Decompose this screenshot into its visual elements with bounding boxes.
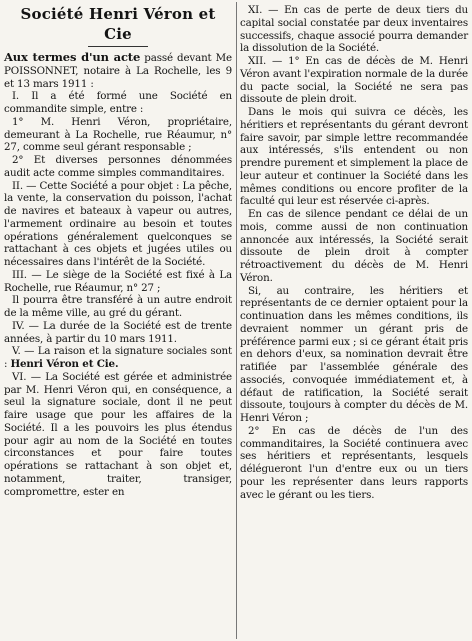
article-12-silence: En cas de silence pendant ce délai de un mois, comme aussi de non continuation annoncée aux intéressés, la Société serait dissoute de plein droit à compter rétroactivement du décès de M. Henri Véron. xyxy=(240,208,468,284)
article-5 xyxy=(4,345,232,371)
notice-title: Société Henri Véron et Cie xyxy=(20,5,216,43)
intro-paragraph xyxy=(4,51,232,90)
right-column xyxy=(240,4,468,501)
article-3: III. — Le siège de la Société est fixé à La Rochelle, rue Réaumur, n° 27 ; xyxy=(4,268,232,294)
article-1: I. Il a été formé une Société en commandite simple, entre : xyxy=(4,90,232,115)
company-signature: Henri Véron et Cie. xyxy=(10,358,119,370)
article-1-partner-2: 2° Et diverses personnes dénommées audit acte comme simples commanditaires. xyxy=(4,154,232,179)
title-separator xyxy=(88,46,148,47)
article-4: IV. — La durée de la Société est de trente années, à partir du 10 mars 1911. xyxy=(4,319,232,345)
article-12: XII. — 1° En cas de décès de M. Henri Véron avant l'expiration normale de la durée du pacte social, la Société ne sera pas dissoute de plein droit. xyxy=(240,55,468,106)
intro-lead: Aux termes d'un acte xyxy=(4,50,141,64)
intro-text: passé devant Me POISSONNET, notaire à La Rochelle, les 9 et 13 mars 1911 : xyxy=(4,52,232,90)
article-3-transfer: Il pourra être transféré à un autre endroit de la même ville, au gré du gérant. xyxy=(4,294,232,319)
article-12-heirs: Dans le mois qui suivra ce décès, les héritiers et représentants du gérant devront faire savoir, par simple lettre recommandée aux intéressés, s'ils entendent ou non prendre purement et simplement la place de leur auteur et continuer la Société dans les mêmes conditions ou encore profiter de la faculté qui leur est réservée ci-après. xyxy=(240,106,468,208)
article-2: II. — Cette Société a pour objet : La pêche, la vente, la conservation du poisson, l'achat de navires et bateaux à vapeur ou autres, l'armement ordinaire au besoin et toutes opérations généralement quelconques se rattachant à ces objets et jugées utiles ou nécessaires dans l'intérêt de la Société. xyxy=(4,179,232,268)
article-12-limited-partners: 2° En cas de décès de l'un des commanditaires, la Société continuera avec ses héritiers et représentants, lesquels délégueront l'un d'entre eux ou un tiers pour les représenter dans leurs rapports avec le gérant ou les tiers. xyxy=(240,424,468,501)
article-11: XI. — En cas de perte de deux tiers du capital social constatée par deux inventaires successifs, chaque associé pourra demander la dissolution de la Société. xyxy=(240,4,468,55)
article-5-lead: V. — La raison et la signature sociales sont : xyxy=(4,345,232,370)
article-6: VI. — La Société est gérée et administrée par M. Henri Véron qui, en conséquence, a seul la signature sociale, dont il ne peut faire usage que pour les affaires de la Société. Il a les pouvoirs les plus étendus pour agir au nom de la Société en toutes circonstances et pour faire toutes opérations se rattachant à son objet et, notamment, traiter, transiger, compromettre, ester en xyxy=(4,370,232,498)
article-12-continuation: Si, au contraire, les héritiers et représentants de ce dernier optaient pour la continuation dans les mêmes conditions, ils devraient nommer un gérant pris de préférence parmi eux ; si ce gérant était pris en dehors d'eux, sa nomination devrait être ratifiée par l'assemblée générale des associés, convoquée immédiatement et, à défaut de ratification, la Société serait dissoute, toujours à compter du décès de M. Henri Véron ; xyxy=(240,284,468,424)
left-column xyxy=(4,4,232,498)
article-1-partner-1: 1° M. Henri Véron, propriétaire, demeurant à La Rochelle, rue Réaumur, n° 27, comme seul gérant responsable ; xyxy=(4,115,232,154)
column-divider xyxy=(236,2,237,639)
